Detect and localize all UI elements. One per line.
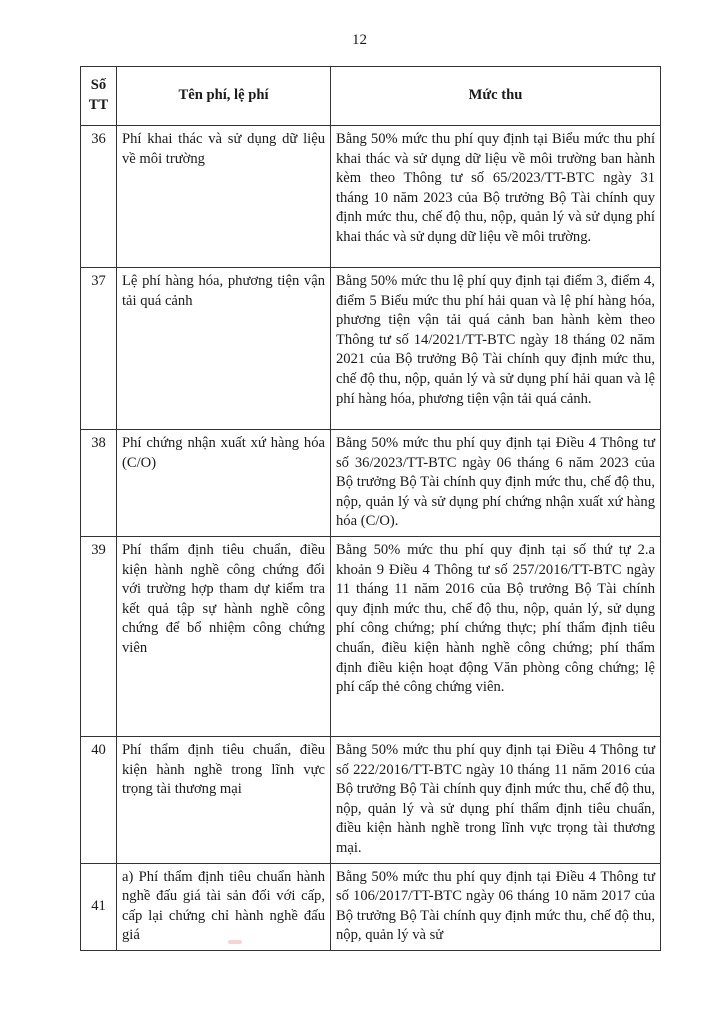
row-number: 40 [81, 736, 117, 863]
table-row [81, 536, 661, 736]
header-number-line2: TT [88, 97, 109, 113]
table-row [81, 736, 661, 863]
fee-rate: Bằng 50% mức thu lệ phí quy định tại điểm 3, điểm 4, điểm 5 Biểu mức thu phí hải quan và lệ phí hàng hóa, phương tiện vận tải quá cảnh ban hành kèm theo Thông tư số 14/2021/TT-BTC ngày 18 tháng 02 năm 2021 của Bộ trưởng Bộ Tài chính quy định mức thu, chế độ thu, nộp, quản lý và sử dụng phí hải quan và lệ phí hàng hóa, phương tiện vận tải quá cảnh. [331, 268, 661, 430]
fee-rate: Bằng 50% mức thu phí quy định tại Điều 4 Thông tư số 222/2016/TT-BTC ngày 10 tháng 11 năm 2016 của Bộ trưởng Bộ Tài chính quy định mức thu, chế độ thu, nộp, quản lý và sử dụng phí thẩm định tiêu chuẩn, điều kiện hành nghề trong lĩnh vực trọng tài thương mại. [331, 736, 661, 863]
scan-mark [228, 940, 242, 944]
row-number: 41 [81, 863, 117, 950]
fee-rate: Bằng 50% mức thu phí quy định tại Biểu mức thu phí khai thác và sử dụng dữ liệu về môi trường ban hành kèm theo Thông tư số 65/2023/TT-BTC ngày 31 tháng 10 năm 2023 của Bộ trưởng Bộ Tài chính quy định mức thu, chế độ thu, nộp, quản lý và sử dụng phí khai thác và sử dụng dữ liệu về môi trường. [331, 126, 661, 268]
fee-name: a) Phí thẩm định tiêu chuẩn hành nghề đấu giá tài sản đối với cấp, cấp lại chứng chỉ hành nghề đấu giá [117, 863, 331, 950]
table-row [81, 268, 661, 430]
header-fee-name: Tên phí, lệ phí [117, 67, 331, 126]
fee-name: Phí thẩm định tiêu chuẩn, điều kiện hành nghề công chứng đối với trường hợp tham dự kiểm tra kết quả tập sự hành nghề công chứng để bổ nhiệm công chứng viên [117, 536, 331, 736]
row-number: 37 [81, 268, 117, 430]
page-number: 12 [352, 32, 367, 48]
header-number [81, 67, 117, 126]
fee-name: Phí thẩm định tiêu chuẩn, điều kiện hành nghề trong lĩnh vực trọng tài thương mại [117, 736, 331, 863]
header-number-line1: Số [90, 77, 107, 94]
fee-rate: Bằng 50% mức thu phí quy định tại số thứ tự 2.a khoản 9 Điều 4 Thông tư số 257/2016/TT-BTC ngày 11 tháng 11 năm 2016 của Bộ trưởng Bộ Tài chính quy định mức thu, chế độ thu, nộp, quản lý, sử dụng phí công chứng; phí chứng thực; phí thẩm định tiêu chuẩn, điều kiện hành nghề công chứng; phí thẩm định điều kiện hoạt động Văn phòng công chứng; lệ phí cấp thẻ công chứng viên. [331, 536, 661, 736]
fee-rate: Bằng 50% mức thu phí quy định tại Điều 4 Thông tư số 36/2023/TT-BTC ngày 06 tháng 6 năm 2023 của Bộ trưởng Bộ Tài chính quy định mức thu, chế độ thu, nộp, quản lý và sử dụng phí chứng nhận xuất xứ hàng hóa (C/O). [331, 430, 661, 537]
fee-name: Phí chứng nhận xuất xứ hàng hóa (C/O) [117, 430, 331, 537]
row-number: 38 [81, 430, 117, 537]
row-number: 39 [81, 536, 117, 736]
fee-name: Phí khai thác và sử dụng dữ liệu về môi trường [117, 126, 331, 268]
table-row [81, 126, 661, 268]
table-header-row [81, 67, 661, 126]
fee-table [80, 66, 661, 951]
row-number: 36 [81, 126, 117, 268]
header-fee-rate: Mức thu [331, 67, 661, 126]
fee-rate: Bằng 50% mức thu phí quy định tại Điều 4 Thông tư số 106/2017/TT-BTC ngày 06 tháng 10 năm 2017 của Bộ trưởng Bộ Tài chính quy định mức thu, chế độ thu, nộp, quản lý và sử [331, 863, 661, 950]
table-row [81, 430, 661, 537]
fee-name: Lệ phí hàng hóa, phương tiện vận tải quá cảnh [117, 268, 331, 430]
table-row [81, 863, 661, 950]
